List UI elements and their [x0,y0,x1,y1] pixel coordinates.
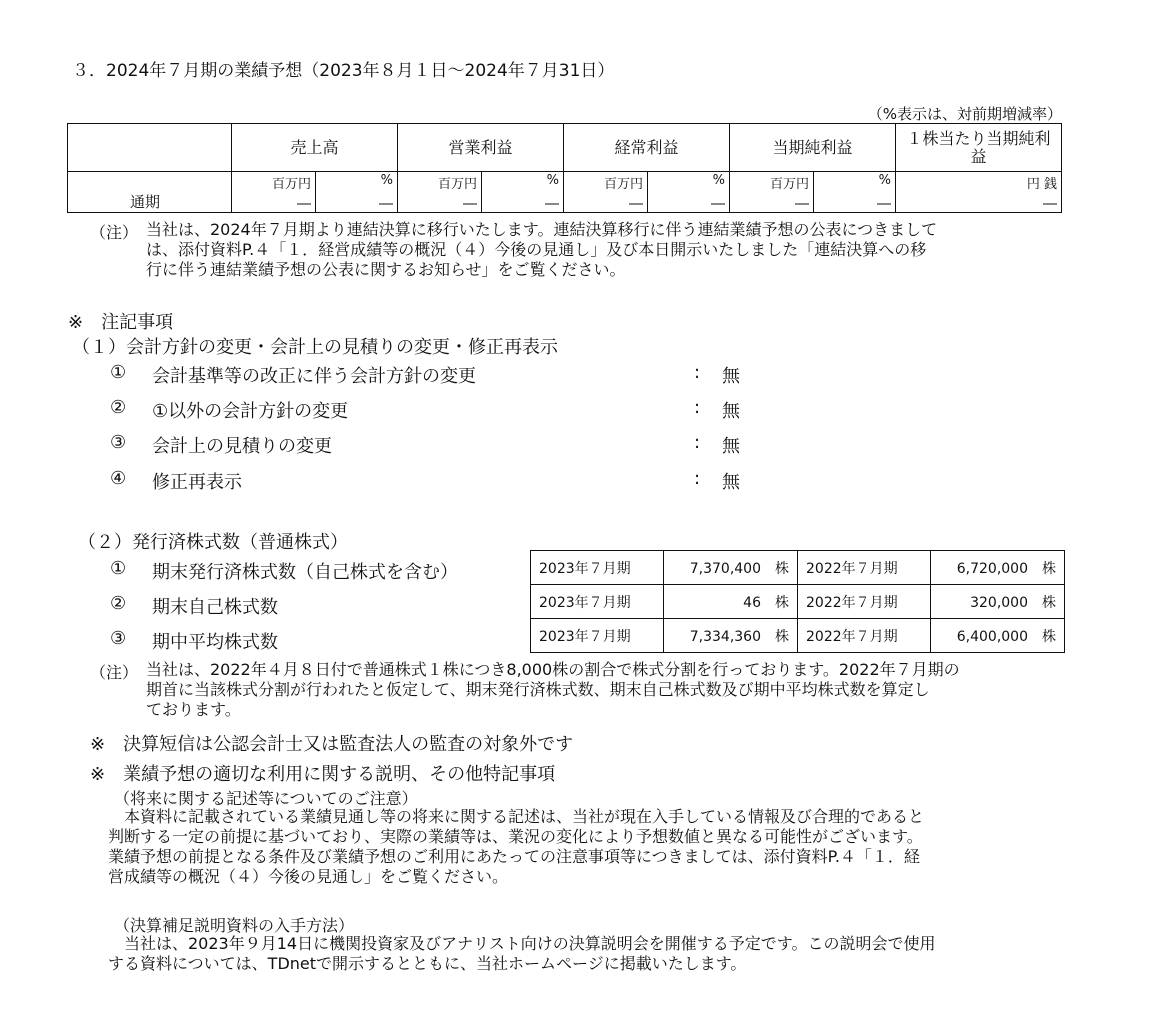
note-line: 当社は、2022年４月８日付で普通株式１株につき8,000株の割合で株式分割を行っております。2022年７月期の [146,660,960,679]
dash-value: ― [1043,196,1057,212]
unit-pct: % [712,173,725,188]
share-value: 7,370,400 株 [664,551,798,585]
sub2-item-num: ③ [110,628,127,649]
share-row [531,585,1065,619]
sub1-item-value: 無 [722,401,740,422]
sub2-item-label: 期末自己株式数 [152,597,278,618]
sub1-item-label: 会計上の見積りの変更 [152,436,332,457]
share-period: 2023年７月期 [531,551,664,585]
share-value: 320,000 株 [931,585,1065,619]
unit-million: 百万円 [437,177,477,192]
sub1-item-value: 無 [722,366,740,387]
forecast-table [67,123,1062,213]
dash-value: ― [795,196,809,212]
sub2-heading: （２）発行済株式数（普通株式） [78,532,348,553]
sub1-heading: （１）会計方針の変更・会計上の見積りの変更・修正再表示 [72,337,558,358]
percent-note: （%表示は、対前期増減率） [867,105,1062,123]
sub1-item-label: 修正再表示 [152,472,242,493]
sub1-item-label: 会計基準等の改正に伴う会計方針の変更 [152,366,476,387]
sub2-item-num: ① [110,558,127,579]
unit-million: 百万円 [603,177,643,192]
dash-value: ― [463,196,477,212]
header-net-profit: 当期純利益 [730,124,896,172]
share-value: 46 株 [664,585,798,619]
sub1-item-colon: : [694,362,701,383]
share-value: 7,334,360 株 [664,619,798,653]
sub2-item-num: ② [110,593,127,614]
sub1-item-label: ①以外の会計方針の変更 [152,401,349,422]
share-period: 2023年７月期 [531,619,664,653]
dash-value: ― [545,196,559,212]
share-period: 2022年７月期 [798,585,931,619]
caution-text [108,807,924,887]
forecast-corner-cell [68,124,232,172]
sub1-item-value: 無 [722,472,740,493]
unit-pct: % [380,173,393,188]
sub1-item-colon: : [694,397,701,418]
share-value: 6,720,000 株 [931,551,1065,585]
sub1-item-colon: : [694,432,701,453]
sub2-item-label: 期中平均株式数 [152,632,278,653]
note-line: 期首に当該株式分割が行われたと仮定して、期末発行済株式数、期末自己株式数及び期中平均株式数を算定し [146,680,930,699]
caution-heading: （将来に関する記述等についてのご注意） [114,789,418,808]
dash-value: ― [379,196,393,212]
supplement-text [108,934,935,974]
dash-value: ― [629,196,643,212]
share-row [531,619,1065,653]
dash-value: ― [711,196,725,212]
sub1-item-value: 無 [722,436,740,457]
unit-million: 百万円 [769,177,809,192]
forecast-use-heading: ※ 業績予想の適切な利用に関する説明、その他特記事項 [90,764,556,785]
note-line: は、添付資料P.４「１．経営成績等の概況（４）今後の見通し」及び本日開示いたしました「連結決算への移 [146,240,927,259]
forecast-note-mark: （注） [90,223,139,242]
dash-value: ― [877,196,891,212]
share-note-mark: （注） [90,663,139,682]
forecast-row-full-year [68,172,1062,213]
notes-heading: ※ 注記事項 [68,312,174,333]
share-period: 2022年７月期 [798,551,931,585]
header-ordinary-profit: 経常利益 [564,124,730,172]
audit-note: ※ 決算短信は公認会計士又は監査法人の監査の対象外です [90,734,574,755]
note-line: 当社は、2024年７月期より連結決算に移行いたします。連結決算移行に伴う連結業績予想の公表につきまして [146,220,938,239]
caution-line: 業績予想の前提となる条件及び業績予想のご利用にあたっての注意事項等につきましては、添付資料P.４「１．経 [108,847,920,866]
supplement-line: する資料については、TDnetで開示するとともに、当社ホームページに掲載いたします。 [108,954,747,973]
sub1-item-num: ④ [110,468,127,489]
sub1-item-num: ② [110,397,127,418]
share-note-text [146,660,960,720]
section3-title: ３．2024年７月期の業績予想（2023年８月１日～2024年７月31日） [72,61,615,81]
share-row [531,551,1065,585]
row-label-full-year: 通期 [130,193,161,211]
supplement-line: 当社は、2023年９月14日に機関投資家及びアナリスト向けの決算説明会を開催する予定です。この説明会で使用 [124,934,936,953]
header-operating-profit: 営業利益 [398,124,564,172]
share-period: 2022年７月期 [798,619,931,653]
forecast-note-text [146,220,937,280]
supplement-heading: （決算補足説明資料の入手方法） [114,916,355,935]
note-line: ております。 [146,700,241,719]
unit-million: 百万円 [271,177,311,192]
dash-value: ― [297,196,311,212]
unit-yen: 円 銭 [1026,177,1057,192]
share-table [530,550,1065,653]
share-period: 2023年７月期 [531,585,664,619]
header-eps: １株当たり当期純利益 [896,124,1062,172]
share-value: 6,400,000 株 [931,619,1065,653]
sub1-item-num: ① [110,362,127,383]
header-sales: 売上高 [232,124,398,172]
sub1-item-num: ③ [110,432,127,453]
caution-line: 本資料に記載されている業績見通し等の将来に関する記述は、当社が現在入手している情報及び合理的であると [124,807,925,826]
caution-line: 判断する一定の前提に基づいており、実際の業績等は、業況の変化により予想数値と異なる可能性がございます。 [108,827,923,846]
unit-pct: % [546,173,559,188]
unit-pct: % [878,173,891,188]
caution-line: 営成績等の概況（４）今後の見通し」をご覧ください。 [108,867,509,886]
note-line: 行に伴う連結業績予想の公表に関するお知らせ」をご覧ください。 [146,260,626,279]
sub1-item-colon: : [694,468,701,489]
sub2-item-label: 期末発行済株式数（自己株式を含む） [152,562,458,583]
